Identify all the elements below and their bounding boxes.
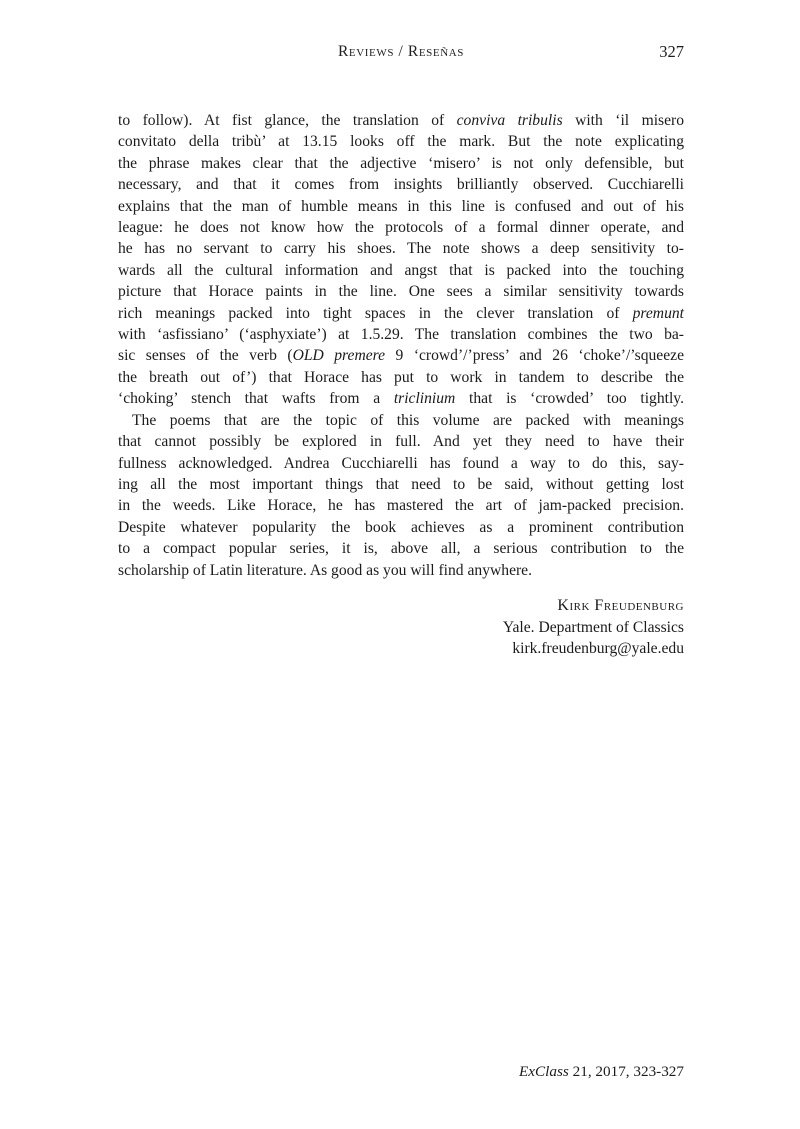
text-line: he has no servant to carry his shoes. The note shows a deep sensitivity to-: [118, 240, 684, 258]
text-line: in the weeds. Like Horace, he has mastered the art of jam-packed precision.: [118, 497, 684, 515]
text-line: wards all the cultural information and angst that is packed into the touching: [118, 261, 684, 279]
text-line: sic senses of the verb (OLD premere 9 ‘crowd’/’press’ and 26 ‘choke’/’squeeze: [118, 347, 684, 365]
text-line: Despite whatever popularity the book achieves as a prominent contribution: [118, 518, 684, 536]
journal-name: ExClass: [519, 1063, 569, 1080]
text-line: The poems that are the topic of this volume are packed with meanings: [132, 411, 684, 429]
text-line: the phrase makes clear that the adjective ‘misero’ is not only defensible, but: [118, 154, 684, 172]
paragraph: [118, 110, 684, 410]
reviewer-email: kirk.freudenburg@yale.edu: [512, 640, 684, 658]
text-line: with ‘asfissiano’ (‘asphyxiate’) at 1.5.29. The translation combines the two ba-: [118, 326, 684, 344]
paragraph: [118, 410, 684, 581]
text-line: necessary, and that it comes from insights brilliantly observed. Cucchiarelli: [118, 176, 684, 194]
footer-citation: 21, 2017, 323-327: [572, 1063, 684, 1080]
text-line: convitato della tribù’ at 13.15 looks off the mark. But the note explicating: [118, 133, 684, 151]
reviewer-affiliation: Yale. Department of Classics: [502, 618, 684, 636]
page-footer: [118, 1063, 684, 1081]
text-line: fullness acknowledged. Andrea Cucchiarelli has found a way to do this, say-: [118, 454, 684, 472]
page-number: 327: [659, 42, 684, 61]
text-line: explains that the man of humble means in this line is confused and out of his: [118, 197, 684, 215]
text-line: that cannot possibly be explored in full. And yet they need to have their: [118, 433, 684, 451]
text-line: picture that Horace paints in the line. One sees a similar sensitivity towards: [118, 283, 684, 301]
text-line: the breath out of’) that Horace has put to work in tandem to describe the: [118, 368, 684, 386]
text-line: scholarship of Latin literature. As good as you will find anywhere.: [118, 561, 533, 579]
text-line: ‘choking’ stench that wafts from a triclinium that is ‘crowded’ too tightly.: [118, 390, 684, 408]
review-body: [118, 110, 684, 660]
text-line: rich meanings packed into tight spaces in the clever translation of premunt: [118, 304, 684, 322]
text-line: to a compact popular series, it is, above all, a serious contribution to the: [118, 540, 684, 558]
text-line: ing all the most important things that need to be said, without getting lost: [118, 475, 684, 493]
running-title: Reviews / Reseñas: [337, 43, 465, 60]
signature-block: [118, 595, 684, 660]
paragraph-container: [118, 110, 684, 581]
reviewer-name: Kirk Freudenburg: [557, 596, 684, 614]
text-line: to follow). At fist glance, the translation of conviva tribulis with ‘il misero: [118, 112, 685, 129]
text-line: league: he does not know how the protocols of a formal dinner operate, and: [118, 219, 684, 237]
page-header: [118, 43, 684, 65]
